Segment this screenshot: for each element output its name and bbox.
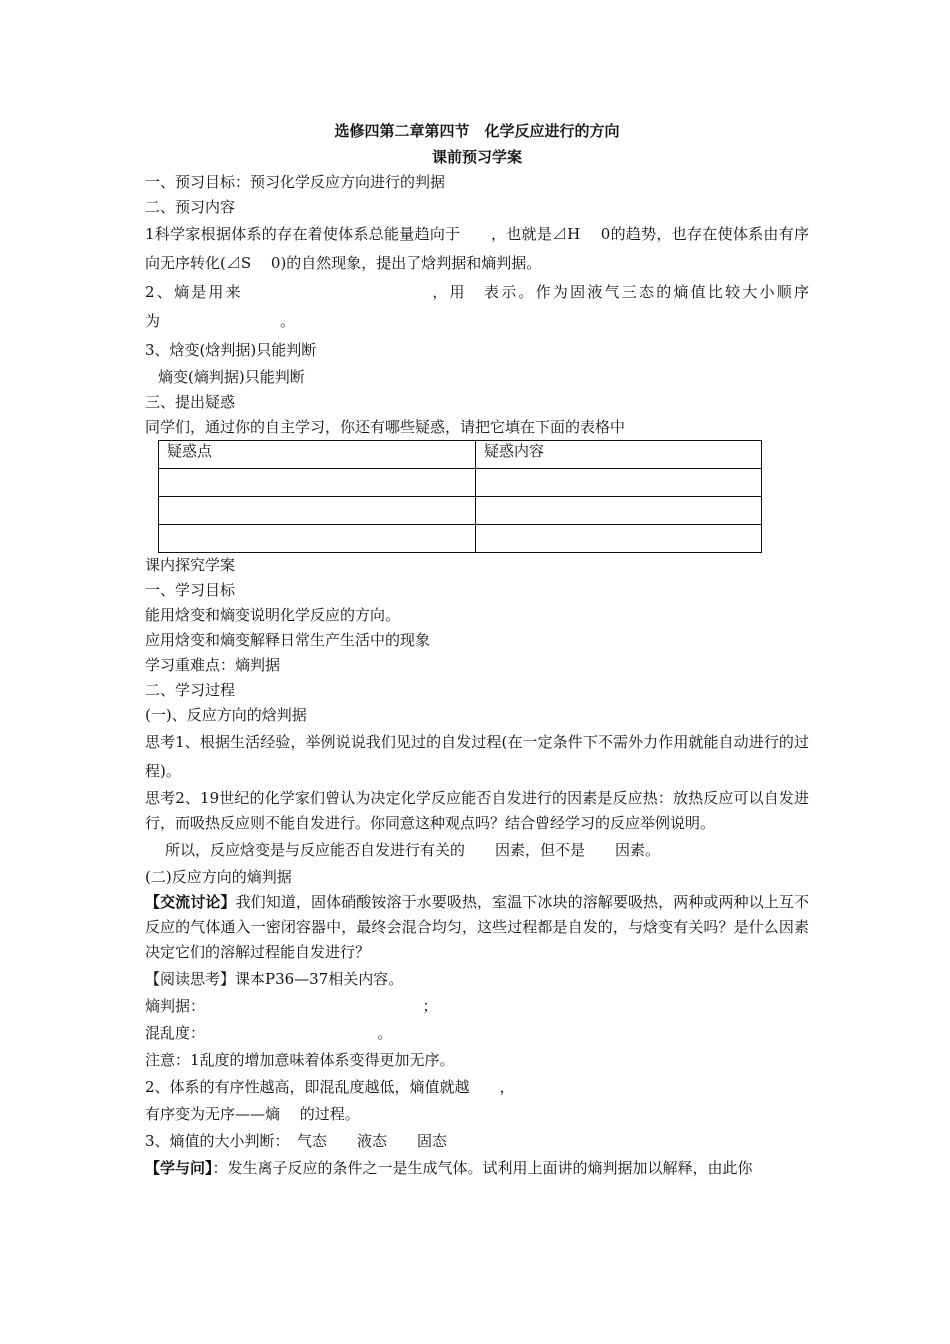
qa-tag: 【学与问】 [145,1159,213,1177]
entropy-criterion: 熵判据： ； [145,997,438,1015]
preview-item-2: 2、熵是用来 ，用 表示。作为固液气三态的熵值比较大小顺序为 。 [145,283,809,330]
enthalpy-conclusion: 所以，反应焓变是与反应能否自发进行有关的 因素，但不是 因素。 [165,841,661,859]
section-entropy: (二)反应方向的熵判据 [145,868,292,886]
table-row [159,497,762,525]
table-row [159,525,762,553]
note-2b: 有序变为无序——熵 的过程。 [145,1105,360,1123]
table-row [159,469,762,497]
process-heading: 二、学习过程 [145,681,236,699]
discussion-text: 我们知道，固体硝酸铵溶于水要吸热，室温下冰块的溶解要吸热，两种或两种以上互不反应的气体通入一密闭容器中，最终会混合均匀，这些过程都是自发的，与焓变有关吗？是什么因素决定它们的溶解过程能自发进行？ [145,893,809,961]
preview-item-1: 1科学家根据体系的存在着使体系总能量趋向于 ，也就是⊿H 0的趋势，也存在使体系由有序向无序转化(⊿S 0)的自然现象，提出了焓判据和熵判据。 [145,225,809,272]
document-subtitle: 课前预习学案 [431,148,522,166]
discussion-paragraph [145,890,809,965]
table-cell[interactable] [159,497,476,525]
reading-prompt: 【阅读思考】课本P36—37相关内容。 [145,970,404,988]
inclass-goal-2: 应用焓变和熵变解释日常生产生活中的现象 [145,631,431,649]
inclass-key-point: 学习重难点：熵判据 [145,656,281,674]
table-cell[interactable] [476,497,762,525]
doubt-table [158,440,762,553]
document-page [145,118,809,1181]
table-cell[interactable] [476,469,762,497]
section-enthalpy: (一)、反应方向的焓判据 [145,706,307,724]
inclass-goal-1: 能用焓变和熵变说明化学反应的方向。 [145,606,401,624]
preview-goal: 一、预习目标：预习化学反应方向进行的判据 [145,173,446,191]
note-1: 注意：1乱度的增加意味着体系变得更加无序。 [145,1051,455,1069]
preview-item-3a: 3、焓变(焓判据)只能判断 [145,341,317,359]
discussion-tag: 【交流讨论】 [145,893,236,911]
inclass-goal-heading: 一、学习目标 [145,581,236,599]
table-cell[interactable] [159,525,476,553]
disorder-definition: 混乱度： 。 [145,1024,393,1042]
qa-paragraph [145,1156,809,1181]
table-cell[interactable] [476,525,762,553]
doubt-heading: 三、提出疑惑 [145,393,236,411]
table-header-doubt-point: 疑惑点 [159,441,476,469]
think-2: 思考2、19世纪的化学家们曾认为决定化学反应能否自发进行的因素是反应热：放热反应可以自发进行，而吸热反应则不能自发进行。你同意这种观点吗？结合曾经学习的反应举例说明。 [145,789,809,832]
qa-text: ：发生离子反应的条件之一是生成气体。试利用上面讲的熵判据加以解释，由此你 [212,1159,753,1177]
preview-item-3b: 熵变(熵判据)只能判断 [158,368,305,386]
table-header-doubt-content: 疑惑内容 [476,441,762,469]
table-cell[interactable] [159,469,476,497]
inclass-heading: 课内探究学案 [145,556,236,574]
preview-content-heading: 二、预习内容 [145,198,236,216]
doubt-intro: 同学们，通过你的自主学习，你还有哪些疑惑，请把它填在下面的表格中 [145,418,626,436]
table-header-row [159,441,762,469]
think-1: 思考1、根据生活经验，举例说说我们见过的自发过程(在一定条件下不需外力作用就能自动进行的过程)。 [145,733,809,780]
note-2: 2、体系的有序性越高，即混乱度越低，熵值就越 ， [145,1078,515,1096]
document-title: 选修四第二章第四节 化学反应进行的方向 [334,122,620,140]
note-3: 3、熵值的大小判断： 气态 液态 固态 [145,1132,448,1150]
